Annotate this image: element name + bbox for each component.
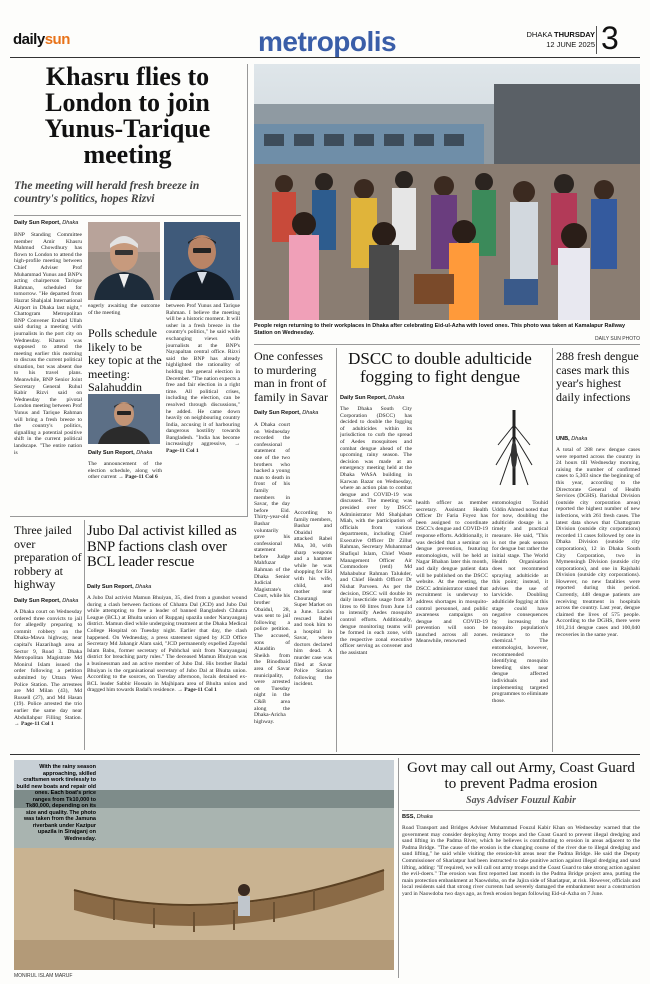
jailed-headline: Three jailed over preparation of robbery at highway [14,523,82,591]
polls-body: The announcement of the election schedule, along with other current [88,461,162,481]
savar-byline-agency: Daily Sun Report, [254,410,301,416]
dscc-column-3 [492,500,548,752]
lead-col3-text: between Prof Yunus and Tarique Rahman. I believe the meeting will be a historic moment. It will usher in a fresh breeze in the country's politics," he said while exchanging views with journalists at the BNP's Nayapaltan central office. Rizvi said the BNP has already highlighted the rationality of holding the general election in December. "The nation expects a free and fair election in a right time. All political crises, including the election, can be resolved through discussions," he added. He came down heavily on neighbouring country India, accusing it of harbouring dangerous hostility towards Bangladesh. "India has become increasingly aggressive, [166,303,240,448]
weekday: THURSDAY [554,30,595,39]
lead-column-1 [14,232,82,512]
jailed-jump[interactable]: → Page-11 Col 1 [14,721,54,728]
lead-subhead-rule [14,215,241,216]
dscc-col3-text: entomologist Touhid Uddin Ahmed noted that for now, doubling the adulticide dosage is a timely and practical measure. He said, "This is not the peak season for dengue but rather the initial stage. The World Health Organisation does not recommend spraying adulticide at this point; instead, it advises the use of larvicide. Doubling adulticide fogging at this stage could have negative consequences by increasing the mosquito population's resistance to the chemical." The entomologist, however, recommended identifying mosquito breeding sites near dengue affected individuals and implementing targeted programmes to eliminate those. [492,500,548,704]
padma-byline-agency: BSS, [402,814,416,820]
lead-jump-1[interactable]: → Page-11 Col 1 [166,441,240,455]
savar-col1-text: A Dhaka court on Wednesday recorded the confessional statement of one of the two brothers who hacked a young man to death in front of his family members in Savar, the day before Eid. Thirty-year-old Bashar voluntarily gave his confessional statement before Judge Mahfuzar Rahman of the Dhaka Senior Judicial Magistrate's Court, while his brother Obaidul, 28, was sent to jail following a police petition. The accused, sons of Alauddin Sheikh from the Binodbaid area of Savar municipality, were arrested on Tuesday night in the C&B area along the Dhaka-Aricha highway. [254,422,290,725]
col-divider-jailed [84,520,85,750]
padma-rule [402,810,640,811]
jubo-jump[interactable]: → Page-11 Col 1 [177,687,217,694]
row-divider-1 [10,516,248,517]
lead-jump-1-text: Page-11 Col 1 [166,448,199,455]
dscc-col1-text: The Dhaka South City Corporation (DSCC) has decided to double the fogging of adulticides within its jurisdiction to curb the spread of Aedes mosquitoes and combat dengue ahead of the upcoming rainy season. The decision was made at an emergency meeting held at the Dhaka WASA building in Karwan Bazar on Wednesday, where an action plan to combat dengue and COVID-19 was discussed. The meeting was presided over by DSCC Administrator Md Shahjahan Miah, with the participation of officials from various departments, including Chief Executive Officer Dr Zillur Rahman, Secretary Muhammad Shafiqul Islam, Chief Waste Management Officer Air Commodore (retd) Md Mahabubur Rahman Talukder, and Chief Health Officer Dr Nishat Parveen. As per the decision, DSCC will double its daily insecticide usage from 30 litres to 60 litres from June 14 to intensify Aedes mosquito control efforts. Additionally, dengue monitoring teams will be formed in each zone, with the respective zonal executive officer serving as convener and the assistant [340,406,412,656]
dscc-col2-text: health officer as member secretary. Assistant Health Officer Dr Faria Foyez has been assigned to coordinate DSCC's dengue and COVID-19 response efforts. Additionally, it was decided that a seminar on dengue prevention, featuring entomologists, will be held at Nagar Bhaban later this month, and daily dengue patient data will be published on the DSCC website. At the meeting, the DSCC administrator stated that recruitment is underway to address shortages in mosquito-control personnel, and public awareness campaigns on dengue and COVID-19 prevention will soon be launched across all zones. Meanwhile, renowned [416,500,488,645]
lead-subhead: The meeting will herald fresh breeze in country's politics, hopes Rizvi [14,180,200,205]
padma-subhead: Says Adviser Fouzul Kabir [466,795,576,806]
savar-column-1 [254,422,290,752]
polls-headline: Polls schedule likely to be key topic at the meeting: Salahuddin [88,326,162,394]
savar-column-2 [294,510,332,752]
page-number: 3 [601,20,619,56]
dateline-block [503,30,595,50]
jubo-headline: Jubo Dal activist killed as BNP factions clash over BCL leader rescue [87,523,237,570]
dscc-byline-city: Dhaka [388,395,405,401]
brand-sun: sun [44,31,70,48]
col-divider-lead [247,64,248,516]
row-divider-2 [254,344,640,345]
savar-headline: One confesses to murdering man in front of family in Savar [254,349,328,404]
lead-column-3 [166,303,240,511]
khasru-photo [88,222,160,300]
brand-logo[interactable] [13,31,70,48]
cases-byline [556,436,640,445]
cases-text [556,447,640,752]
savar-col2-text: According to family members, Bashar and Obaidul attacked Rabel Mia, 30, with sharp weapons and a hammer while he was shopping for Eid with his wife, child, and mother near Chourangi Super Market on a June. Locals rescued Rabel and took him to a hospital in Savar, where doctors declared him dead. A murder case was filed at Savar Police Station following the incident. [294,510,332,688]
polls-jump-text: Page-11 Col 6 [125,474,158,481]
issue-date: 12 JUNE 2025 [546,40,595,49]
cases-headline: 288 fresh dengue cases mark this year's highest daily infections [556,349,639,404]
tarique-photo [164,222,240,300]
lead-byline-city: Dhaka [62,220,79,226]
jubo-col1-text: A Jubo Dal activist Mamun Bhuiyan, 35, died from a gunshot wound during a clash between factions of Chhatra Dal (JCD) and Jubo Dal while attempting to free a leader of banned Bangladesh Chhatra League (BCL) at Bhulta union of Rupganj upazila under Narayanganj district. Mamun died while undergoing treatment at the Dhaka Medical College Hospital on Tuesday night. Earlier that day, the clash happened. On Wednesday, a press statement signed by JCD Office Secretary Md Jahangir Alam said, "JCD permanently expelled Zayedul Islam Babu, former secretary of Pubhchal unit from Narayanganj district for breaching party rules." The deceased Mamun Bhuiyan was a businessman and an active member of Jubo Dal. His brother Badal Bhuiyan is the organisational secretary of Jubo Dal at Bhulta union. [87,595,247,674]
col-divider-dscc [336,348,337,752]
railway-station-photo [254,64,640,320]
cases-byline-city: Dhaka [571,436,588,442]
masthead-divider [596,26,597,54]
lead-headline: Khasru flies to London to join Yunus-Tarique meeting [44,62,211,169]
polls-byline-agency: Daily Sun Report, [88,450,135,456]
jailed-text [14,609,82,749]
lead-photo-caption: People reign returning to their workplaces in Dhaka after celebrating Eid-ul-Azha with loved ones. This photo was taken at Kamalapur Railway Station on Wednesday. [254,323,626,336]
padma-headline: Govt may call out Army, Coast Guard to prevent Padma erosion [407,760,635,792]
masthead [0,0,650,58]
savar-byline [254,410,334,419]
padma-text [402,825,640,979]
jubo-byline [87,584,247,593]
brand-daily: daily [13,31,45,48]
jubo-col2-text: According to the sources, on Tuesday afternoon, locals detained ex-BCL leader Sabbir Hossain in Majhipara area of Bhulta union and dragged him towards Badal's residence. [87,674,247,694]
section-title: metropolis [258,26,397,57]
col-divider-cases [552,348,553,752]
jubo-jump-text: Page-11 Col 1 [184,687,217,694]
savar-byline-city: Dhaka [302,410,319,416]
cases-byline-agency: UNB, [556,436,570,442]
jubo-byline-agency: Daily Sun Report, [87,584,134,590]
polls-jump[interactable]: → Page-11 Col 6 [118,474,158,481]
dscc-byline-agency: Daily Sun Report, [340,395,387,401]
row-divider-3 [10,754,640,755]
boat-caption: With the rainy season approaching, skilled craftsmen work tirelessly to build new boats and repair old ones. Each boat's price ranges from Tk10,000 to Tk80,000, depending on its size and quality. The photo was taken from the Jamuna riverbank under Kazipur upazila in Sirajganj on Wednesday. [16,764,96,842]
padma-body: Road Transport and Bridges Adviser Muhammad Fouzul Kabir Khan on Wednesday warned that the government may consider deploying Army troops and the Coast Guard to prevent illegal dredging and sand lifting in the Padma River, which he believes is contributing to erosion in areas adjacent to the Padma Bridge. "The cause of the erosion is the changing course of the river due to illegal dredging and sand lifting," he said while visiting the erosion-hit areas near the Padma Bridge. He said the Deputy Commissioner of Shariatpur had been instructed to take punitive action against illegal dredging and sand lifting, adding: "If required, we will call out army troops and the Coast Guard to take strong action against the evil-doers." The erosion was first reported last month in the Padma Bridge project area, putting the main protection embankment at Naowdoba, on the Jajira side of Shariatpur, at risk. However, officials and local residents said that strong river currents had severely damaged the embankment near a construction yard in Naowdoba two days ago, as fresh erosion began following Eid-ul-Azha on 7 June. [402,825,640,897]
dscc-headline: DSCC to double adulticide fogging to fight dengue [348,349,532,386]
jailed-jump-text: Page-11 Col 1 [21,721,54,728]
dscc-column-1 [340,406,412,752]
lead-column-2 [88,303,160,321]
cases-body: A total of 288 new dengue cases were reported across the country in 24 hours till Wednesday morning, raising the number of confirmed cases to 5,303 since the beginning of this year, according to the Directorate General of Health Services (DGHS). Barishal Division (outside city corporation areas) reported the highest number of new infections, with 261 fresh cases. The latest data shows that Chattogram Division (outside city corporations) recorded 11 cases followed by one in Dhaka Division (outside city corporations), 12 in Dhaka South City Corporation, two in Mymensingh Division (outside city corporations), and one in Rajshahi Division (outside city corporations). However, no new fatalities were reported during this period. Currently, 448 dengue patients are receiving treatment in hospitals across the country. Last year, dengue claimed the lives of 575 people. According to the DGHS, there were 101,214 dengue cases and 100,040 recoveries in the same year. [556,447,640,638]
jailed-byline-city: Dhaka [62,598,79,604]
boat-photo-credit: MONIRUL ISLAM MARUF [14,973,73,979]
col-divider-padma [398,758,399,978]
jailed-body: A Dhaka court on Wednesday ordered three convicts to jail for allegedly preparing to commit robbery on the Dhaka-Mawa highway, near capital's Hazaribagh area at Sector 9, Road 3. Dhaka Metropolitan Magistrate Md Monirul Islam issued the order following a petition submitted by Uttara West Police Station. The arrestees are Md Milan (43), Md Russell (27), and Md Hasan (19). Police arrested the trio earlier the same day near Abdullahpur Filling Station. [14,609,82,721]
mosquito-illustration [494,405,534,490]
masthead-rule [10,57,640,58]
salahuddin-photo [88,394,160,444]
jubo-byline-city: Dhaka [135,584,152,590]
jailed-byline [14,598,82,607]
padma-byline [402,814,640,823]
dscc-byline [340,395,410,404]
boat-caption-box [16,764,96,842]
lead-col1-text: BNP Standing Committee member Amir Khasru Mahmud Chowdhury has flown to London to attend the high-profile meeting between Chief Adviser Prof Muhammad Yunus and BNP's acting chairperson Tarique Rahman, scheduled for tomorrow. "He departed from Hazrat Shahjalal International Airport in Dhaka last night," Chattogram Metropolitan BNP Convener Ershad Ullah said during a meeting with journalists in the port city on Wednesday. Khasru was supposed to attend the meeting earlier this morning to discuss the current political situation, but was absent due to his travel plans. Meanwhile, BNP Senior Joint Secretary General Ruhul Kabir Rizvi said on Wednesday the pivotal London meeting between Prof Yunus and Tarique Rahman will bring a fresh breeze to the country's politics, signalling a potential positive shift in the current political landscape. "The entire nation is [14,232,82,456]
city: DHAKA [526,30,552,39]
polls-byline [88,450,162,459]
dscc-column-2 [416,500,488,752]
polls-text [88,461,162,511]
lead-col2-text: eagerly awaiting the outcome of the meeting [88,303,160,316]
padma-byline-city: Dhaka [416,814,433,820]
jubo-column-1 [87,595,247,743]
polls-byline-city: Dhaka [136,450,153,456]
lead-byline [14,220,82,229]
lead-photo-credit: DAILY SUN PHOTO [594,336,640,342]
lead-byline-agency: Daily Sun Report, [14,220,61,226]
jailed-byline-agency: Daily Sun Report, [14,598,61,604]
